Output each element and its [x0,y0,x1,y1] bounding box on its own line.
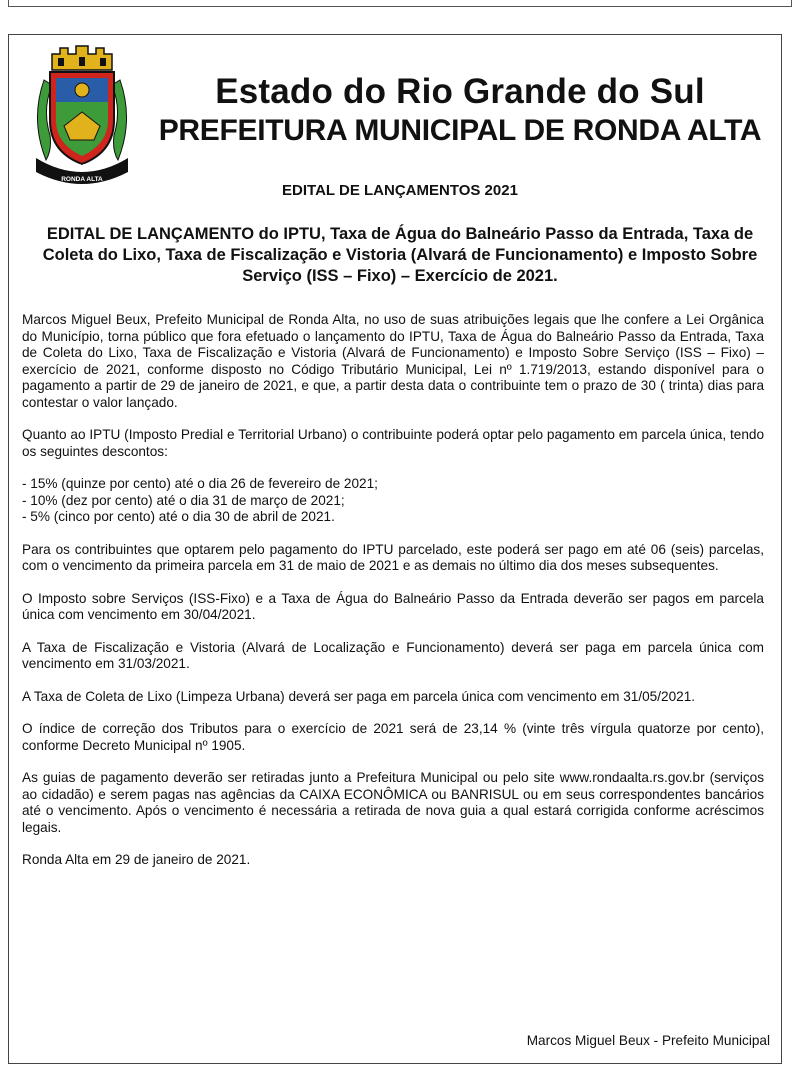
iss-paragraph: O Imposto sobre Serviços (ISS-Fixo) e a Taxa de Água do Balneário Passo da Entrada deverão ser pagos em parcela única com vencimento em 30/04/2021. [22,590,764,622]
parcelado-paragraph: Para os contribuintes que optarem pelo pagamento do IPTU parcelado, este poderá ser pago em até 06 (seis) parcelas, com o vencimento da primeira parcela em 31 de maio de 2021 e as demais no último dia dos meses subsequentes. [22,541,764,573]
edital-body [22,312,764,885]
edital-subject: EDITAL DE LANÇAMENTO do IPTU, Taxa de Água do Balneário Passo da Entrada, Taxa de Coleta do Lixo, Taxa de Fiscalização e Vistoria (Alvará de Funcionamento) e Imposto Sobre Serviço (ISS – Fixo) – Exercício de 2021. [42,225,758,285]
fiscalizacao-paragraph: A Taxa de Fiscalização e Vistoria (Alvará de Localização e Funcionamento) deverá ser paga em parcela única com vencimento em 31/03/2021. [22,639,764,671]
top-rule [8,0,792,7]
coleta-paragraph: A Taxa de Coleta de Lixo (Limpeza Urbana) deverá ser paga em parcela única com vencimento em 31/05/2021. [22,688,696,704]
intro-paragraph: Marcos Miguel Beux, Prefeito Municipal de Ronda Alta, no uso de suas atribuições legais que lhe confere a Lei Orgânica do Município, torna público que fora efetuado o lançamento do IPTU, Taxa de Água do Balneário Passo da Entrada, Taxa de Coleta do Lixo, Taxa de Fiscalização e Vistoria (Alvará de Funcionamento) e Imposto Sobre Serviço (ISS – Fixo) – exercício de 2021, conforme disposto no Código Tributário Municipal, Lei nº 1.719/2013, estando disponível para o pagamento a partir de 29 de janeiro de 2021, e que, a partir desta data o contribuinte tem o prazo de 30 ( trinta) dias para contestar o valor lançado. [22,312,764,410]
discount-item: - 5% (cinco por cento) até o dia 30 de abril de 2021. [22,509,335,524]
prefeitura-title: PREFEITURA MUNICIPAL DE RONDA ALTA [158,114,762,147]
discount-list [22,476,764,526]
edital-title: EDITAL DE LANÇAMENTOS 2021 [282,182,518,199]
iptu-paragraph: Quanto ao IPTU (Imposto Predial e Territorial Urbano) o contribuinte poderá optar pelo pagamento em parcela única, tendo os seguintes descontos: [22,427,764,459]
local-date: Ronda Alta em 29 de janeiro de 2021. [22,852,251,867]
discount-item: - 15% (quinze por cento) até o dia 26 de fevereiro de 2021; [22,476,378,491]
municipal-crest-icon [22,40,142,190]
crest-date: 28.12.63 [66,163,98,172]
indice-paragraph: O índice de correção dos Tributos para o exercício de 2021 será de 23,14 % (vinte três vírgula quatorze por cento), conforme Decreto Municipal nº 1905. [22,721,764,753]
guias-paragraph: As guias de pagamento deverão ser retiradas junto a Prefeitura Municipal ou pelo site www.rondaalta.rs.gov.br (serviços ao cidadão) e serem pagas nas agências da CAIXA ECONÔMICA ou BANRISUL ou em seus correspondentes bancários até o vencimento. Após o vencimento é necessária a retirada de nova guia a qual estará corrigida conforme acréscimos legais. [22,770,764,835]
crown-icon [52,46,112,70]
crest-banner-text: RONDA ALTA [61,176,103,183]
state-title: Estado do Rio Grande do Sul [215,72,705,111]
discount-item: - 10% (dez por cento) até o dia 31 de março de 2021; [22,492,345,508]
signature: Marcos Miguel Beux - Prefeito Municipal [526,1033,770,1048]
